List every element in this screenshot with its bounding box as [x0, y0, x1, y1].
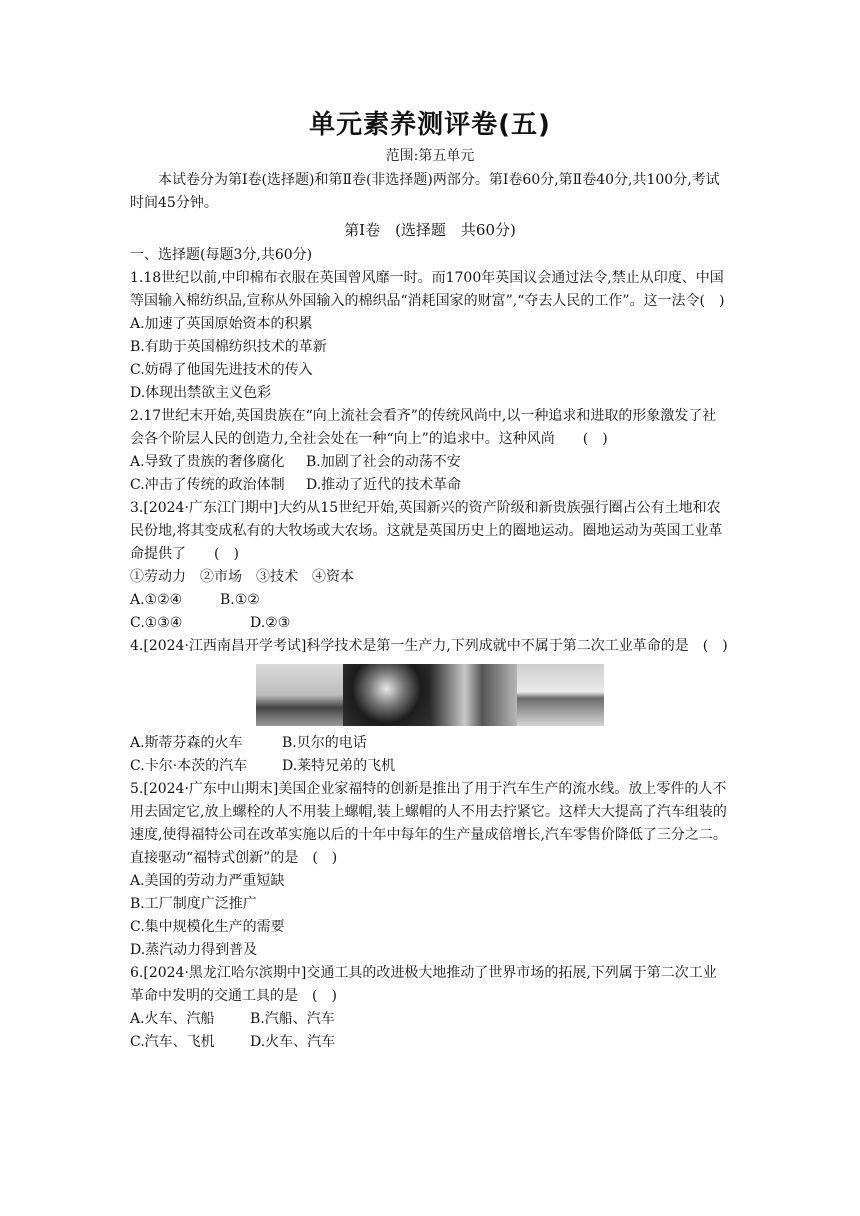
- telephone-photo: [343, 664, 430, 726]
- option-b: B.工厂制度广泛推广: [130, 896, 257, 912]
- question-stem: 4.[2024·江西南昌开学考试]科学技术是第一生产力,下列成就中不属于第二次工业革命的是 ( ): [130, 638, 728, 654]
- section-title: 第Ⅰ卷 (选择题 共60分): [344, 221, 516, 239]
- option-a: A.火车、汽船: [130, 1011, 215, 1027]
- option-d: D.推动了近代的技术革命: [306, 477, 462, 493]
- option-b: B.汽船、汽车: [250, 1011, 335, 1027]
- invention-photos: [256, 664, 604, 726]
- option-a: A.斯蒂芬森的火车: [130, 735, 243, 751]
- option-c: C.汽车、飞机: [130, 1034, 215, 1050]
- option-d: D.火车、汽车: [250, 1034, 336, 1050]
- option-a: A.美国的劳动力严重短缺: [130, 873, 285, 889]
- option-row: [130, 612, 730, 635]
- option-row: [130, 589, 730, 612]
- option-b: B.加剧了社会的动荡不安: [306, 454, 461, 470]
- option-row: [130, 755, 730, 778]
- question-4: [130, 635, 730, 778]
- locomotive-photo: [256, 664, 343, 726]
- option-a: A.①②④: [130, 592, 183, 608]
- option-row: [130, 451, 730, 474]
- question-stem: 2.17世纪末开始,英国贵族在“向上流社会看齐”的传统风尚中,以一种追求和进取的形象激发了社会各个阶层人民的创造力,全社会处在一种“向上”的追求中。这种风尚 ( ): [130, 408, 717, 447]
- wright-airplane-photo: [517, 664, 604, 726]
- option-d: D.②③: [250, 615, 291, 631]
- page-title: 单元素养测评卷(五): [309, 110, 551, 140]
- intro-paragraph: 本试卷分为第Ⅰ卷(选择题)和第Ⅱ卷(非选择题)两部分。第Ⅰ卷60分,第Ⅱ卷40分,共100分,考试时间45分钟。: [130, 172, 720, 211]
- question-6: [130, 962, 730, 1054]
- option-c: C.冲击了传统的政治体制: [130, 477, 285, 493]
- item-list: ①劳动力 ②市场 ③技术 ④资本: [130, 569, 354, 585]
- option-a: A.加速了英国原始资本的积累: [130, 316, 313, 332]
- exam-page: [130, 100, 730, 1054]
- question-3: [130, 497, 730, 635]
- option-row: [130, 474, 730, 497]
- option-b: B.贝尔的电话: [282, 735, 367, 751]
- option-c: C.卡尔·本茨的汽车: [130, 758, 248, 774]
- scope-line: 范围:第五单元: [385, 148, 475, 164]
- option-row: [130, 1008, 730, 1031]
- option-d: D.蒸汽动力得到普及: [130, 942, 258, 958]
- option-a: A.导致了贵族的奢侈腐化: [130, 454, 285, 470]
- question-1: [130, 267, 730, 405]
- option-c: C.①③④: [130, 615, 183, 631]
- question-stem: 1.18世纪以前,中印棉布衣服在英国曾风靡一时。而1700年英国议会通过法令,禁止从印度、中国等国输入棉纺织品,宣称从外国输入的棉织品“消耗国家的财富”,“夺去人民的工作”。这一法令( ): [130, 270, 725, 309]
- option-row: [130, 1031, 730, 1054]
- benz-car-photo: [430, 664, 517, 726]
- question-5: [130, 778, 730, 962]
- option-d: D.莱特兄弟的飞机: [282, 758, 396, 774]
- question-stem: 3.[2024·广东江门期中]大约从15世纪开始,英国新兴的资产阶级和新贵族强行圈占公有土地和农民份地,将其变成私有的大牧场或大农场。这就是英国历史上的圈地运动。圈地运动为英国工业革命提供了 ( ): [130, 500, 723, 562]
- photo-strip: [130, 664, 730, 726]
- question-2: [130, 405, 730, 497]
- option-c: C.集中规模化生产的需要: [130, 919, 285, 935]
- question-stem: 5.[2024·广东中山期末]美国企业家福特的创新是推出了用于汽车生产的流水线。放上零件的人不用去固定它,放上螺栓的人不用装上螺帽,装上螺帽的人不用去拧紧它。这样大大提高了汽车组装的速度,使得福特公司在改革实施以后的十年中每年的生产量成倍增长,汽车零售价降低了三分之二。直接驱动“福特式创新”的是 ( ): [130, 781, 727, 866]
- part-heading: 一、选择题(每题3分,共60分): [130, 247, 313, 263]
- question-stem: 6.[2024·黑龙江哈尔滨期中]交通工具的改进极大地推动了世界市场的拓展,下列属于第二次工业革命中发明的交通工具的是 ( ): [130, 965, 717, 1004]
- option-d: D.体现出禁欲主义色彩: [130, 385, 272, 401]
- option-b: B.有助于英国棉纺织技术的革新: [130, 339, 327, 355]
- option-b: B.①②: [220, 592, 260, 608]
- option-c: C.妨碍了他国先进技术的传入: [130, 362, 313, 378]
- option-row: [130, 732, 730, 755]
